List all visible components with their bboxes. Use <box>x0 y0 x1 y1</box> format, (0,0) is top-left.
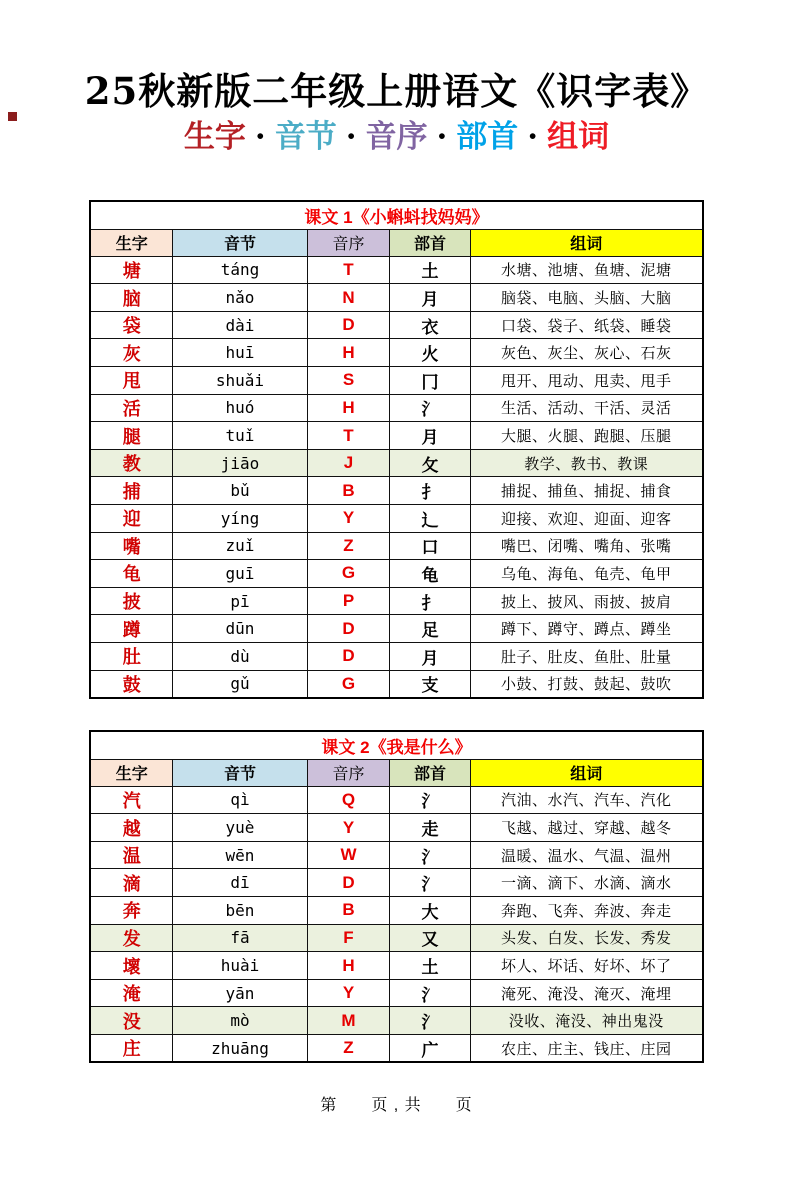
subtitle-part: 部首 <box>456 118 519 155</box>
initial-cell: P <box>307 587 389 615</box>
column-header: 生字 <box>90 229 172 256</box>
pinyin-cell: táng <box>172 256 307 284</box>
char-cell: 鼓 <box>90 670 172 698</box>
words-cell: 头发、白发、长发、秀发 <box>470 924 702 952</box>
table-row <box>90 422 702 450</box>
words-cell: 捕捉、捕鱼、捕捉、捕食 <box>470 477 702 505</box>
table-row <box>90 504 702 532</box>
initial-cell: F <box>307 924 389 952</box>
char-cell: 没 <box>90 1007 172 1035</box>
table-row <box>90 869 702 897</box>
initial-cell: J <box>307 449 389 477</box>
subtitle-part: 生字 <box>183 118 246 155</box>
initial-cell: N <box>307 284 389 312</box>
initial-cell: D <box>307 615 389 643</box>
pinyin-cell: zhuāng <box>172 1034 307 1062</box>
page-subtitle <box>0 120 793 154</box>
words-cell: 脑袋、电脑、头脑、大脑 <box>470 284 702 312</box>
table-row <box>90 924 702 952</box>
pinyin-cell: bǔ <box>172 477 307 505</box>
table-row <box>90 841 702 869</box>
radical-cell: 冂 <box>389 367 470 395</box>
table-row <box>90 587 702 615</box>
words-cell: 嘴巴、闭嘴、嘴角、张嘴 <box>470 532 702 560</box>
words-cell: 水塘、池塘、鱼塘、泥塘 <box>470 256 702 284</box>
table-row <box>90 1034 702 1062</box>
radical-cell: 辶 <box>389 504 470 532</box>
table-row <box>90 532 702 560</box>
initial-cell: Z <box>307 1034 389 1062</box>
char-cell: 袋 <box>90 311 172 339</box>
pinyin-cell: huài <box>172 952 307 980</box>
initial-cell: D <box>307 642 389 670</box>
table-row <box>90 670 702 698</box>
table-row <box>90 814 702 842</box>
column-header: 音节 <box>172 229 307 256</box>
initial-cell: B <box>307 477 389 505</box>
char-cell: 活 <box>90 394 172 422</box>
words-cell: 温暖、温水、气温、温州 <box>470 841 702 869</box>
table-row <box>90 786 702 814</box>
words-cell: 乌龟、海龟、龟壳、龟甲 <box>470 560 702 588</box>
initial-cell: W <box>307 841 389 869</box>
pinyin-cell: pī <box>172 587 307 615</box>
column-header: 音序 <box>307 229 389 256</box>
page-footer: 第 页 , 共 页 <box>320 1097 473 1115</box>
table-row <box>90 311 702 339</box>
radical-cell: 攵 <box>389 449 470 477</box>
words-cell: 口袋、袋子、纸袋、睡袋 <box>470 311 702 339</box>
table-row <box>90 979 702 1007</box>
initial-cell: H <box>307 952 389 980</box>
subtitle-separator-dot: · <box>345 118 357 155</box>
pinyin-cell: fā <box>172 924 307 952</box>
radical-cell: 土 <box>389 952 470 980</box>
pinyin-cell: yān <box>172 979 307 1007</box>
char-cell: 塘 <box>90 256 172 284</box>
subtitle-separator-dot: · <box>527 118 539 155</box>
subtitle-separator-dot: · <box>254 118 266 155</box>
words-cell: 大腿、火腿、跑腿、压腿 <box>470 422 702 450</box>
initial-cell: Q <box>307 786 389 814</box>
course-title: 课文 1《小蝌蚪找妈妈》 <box>90 201 702 230</box>
words-cell: 小鼓、打鼓、鼓起、鼓吹 <box>470 670 702 698</box>
initial-cell: G <box>307 670 389 698</box>
initial-cell: M <box>307 1007 389 1035</box>
radical-cell: 氵 <box>389 979 470 1007</box>
initial-cell: B <box>307 897 389 925</box>
radical-cell: 月 <box>389 284 470 312</box>
char-cell: 庄 <box>90 1034 172 1062</box>
column-header: 音节 <box>172 759 307 786</box>
words-cell: 蹲下、蹲守、蹲点、蹲坐 <box>470 615 702 643</box>
char-cell: 肚 <box>90 642 172 670</box>
table-row <box>90 952 702 980</box>
initial-cell: H <box>307 339 389 367</box>
course-title: 课文 2《我是什么》 <box>90 731 702 760</box>
initial-cell: S <box>307 367 389 395</box>
words-cell: 灰色、灰尘、灰心、石灰 <box>470 339 702 367</box>
char-cell: 汽 <box>90 786 172 814</box>
pinyin-cell: bēn <box>172 897 307 925</box>
table-row <box>90 477 702 505</box>
vocab-tables-container <box>0 200 793 1063</box>
radical-cell: 龟 <box>389 560 470 588</box>
words-cell: 汽油、水汽、汽车、汽化 <box>470 786 702 814</box>
char-cell: 越 <box>90 814 172 842</box>
char-cell: 淹 <box>90 979 172 1007</box>
radical-cell: 氵 <box>389 869 470 897</box>
radical-cell: 土 <box>389 256 470 284</box>
radical-cell: 氵 <box>389 786 470 814</box>
table-row <box>90 284 702 312</box>
words-cell: 肚子、肚皮、鱼肚、肚量 <box>470 642 702 670</box>
initial-cell: Y <box>307 814 389 842</box>
char-cell: 灰 <box>90 339 172 367</box>
char-cell: 壞 <box>90 952 172 980</box>
radical-cell: 口 <box>389 532 470 560</box>
pinyin-cell: tuǐ <box>172 422 307 450</box>
table-row <box>90 367 702 395</box>
table-row <box>90 339 702 367</box>
pinyin-cell: dài <box>172 311 307 339</box>
radical-cell: 氵 <box>389 394 470 422</box>
radical-cell: 走 <box>389 814 470 842</box>
pinyin-cell: zuǐ <box>172 532 307 560</box>
pinyin-cell: guī <box>172 560 307 588</box>
char-cell: 教 <box>90 449 172 477</box>
table-row <box>90 897 702 925</box>
initial-cell: D <box>307 869 389 897</box>
vocab-table-2 <box>89 730 703 1063</box>
column-header: 部首 <box>389 759 470 786</box>
char-cell: 滴 <box>90 869 172 897</box>
words-cell: 奔跑、飞奔、奔波、奔走 <box>470 897 702 925</box>
words-cell: 甩开、甩动、甩卖、甩手 <box>470 367 702 395</box>
pinyin-cell: dūn <box>172 615 307 643</box>
page-corner-mark <box>8 112 17 121</box>
words-cell: 农庄、庄主、钱庄、庄园 <box>470 1034 702 1062</box>
pinyin-cell: yíng <box>172 504 307 532</box>
initial-cell: D <box>307 311 389 339</box>
pinyin-cell: huī <box>172 339 307 367</box>
column-header: 组词 <box>470 759 702 786</box>
initial-cell: Y <box>307 504 389 532</box>
radical-cell: 又 <box>389 924 470 952</box>
pinyin-cell: qì <box>172 786 307 814</box>
pinyin-cell: jiāo <box>172 449 307 477</box>
subtitle-part: 音序 <box>365 118 428 155</box>
words-cell: 披上、披风、雨披、披肩 <box>470 587 702 615</box>
char-cell: 腿 <box>90 422 172 450</box>
radical-cell: 氵 <box>389 1007 470 1035</box>
words-cell: 没收、淹没、神出鬼没 <box>470 1007 702 1035</box>
table-row <box>90 256 702 284</box>
pinyin-cell: wēn <box>172 841 307 869</box>
words-cell: 迎接、欢迎、迎面、迎客 <box>470 504 702 532</box>
pinyin-cell: huó <box>172 394 307 422</box>
table-row <box>90 1007 702 1035</box>
table-row <box>90 560 702 588</box>
radical-cell: 月 <box>389 642 470 670</box>
pinyin-cell: gǔ <box>172 670 307 698</box>
radical-cell: 氵 <box>389 841 470 869</box>
radical-cell: 大 <box>389 897 470 925</box>
radical-cell: 火 <box>389 339 470 367</box>
page-title: 25秋新版二年级上册语文《识字表》 <box>84 69 709 113</box>
initial-cell: Z <box>307 532 389 560</box>
pinyin-cell: yuè <box>172 814 307 842</box>
words-cell: 一滴、滴下、水滴、滴水 <box>470 869 702 897</box>
table-row <box>90 394 702 422</box>
vocab-table-1 <box>89 200 703 699</box>
radical-cell: 扌 <box>389 477 470 505</box>
char-cell: 蹲 <box>90 615 172 643</box>
char-cell: 龟 <box>90 560 172 588</box>
radical-cell: 月 <box>389 422 470 450</box>
words-cell: 坏人、坏话、好坏、坏了 <box>470 952 702 980</box>
initial-cell: G <box>307 560 389 588</box>
table-row <box>90 642 702 670</box>
char-cell: 脑 <box>90 284 172 312</box>
initial-cell: T <box>307 256 389 284</box>
column-header: 生字 <box>90 759 172 786</box>
char-cell: 温 <box>90 841 172 869</box>
radical-cell: 扌 <box>389 587 470 615</box>
char-cell: 甩 <box>90 367 172 395</box>
subtitle-part: 组词 <box>547 118 610 155</box>
words-cell: 淹死、淹没、淹灭、淹埋 <box>470 979 702 1007</box>
initial-cell: H <box>307 394 389 422</box>
radical-cell: 广 <box>389 1034 470 1062</box>
table-row <box>90 615 702 643</box>
radical-cell: 衣 <box>389 311 470 339</box>
subtitle-separator-dot: · <box>436 118 448 155</box>
radical-cell: 足 <box>389 615 470 643</box>
pinyin-cell: dī <box>172 869 307 897</box>
column-header: 组词 <box>470 229 702 256</box>
char-cell: 披 <box>90 587 172 615</box>
initial-cell: T <box>307 422 389 450</box>
char-cell: 嘴 <box>90 532 172 560</box>
column-header: 部首 <box>389 229 470 256</box>
char-cell: 奔 <box>90 897 172 925</box>
char-cell: 捕 <box>90 477 172 505</box>
initial-cell: Y <box>307 979 389 1007</box>
pinyin-cell: mò <box>172 1007 307 1035</box>
subtitle-part: 音节 <box>274 118 337 155</box>
table-row <box>90 449 702 477</box>
pinyin-cell: dù <box>172 642 307 670</box>
words-cell: 教学、教书、教课 <box>470 449 702 477</box>
char-cell: 迎 <box>90 504 172 532</box>
column-header: 音序 <box>307 759 389 786</box>
char-cell: 发 <box>90 924 172 952</box>
pinyin-cell: nǎo <box>172 284 307 312</box>
words-cell: 生活、活动、干活、灵活 <box>470 394 702 422</box>
words-cell: 飞越、越过、穿越、越冬 <box>470 814 702 842</box>
pinyin-cell: shuǎi <box>172 367 307 395</box>
radical-cell: 支 <box>389 670 470 698</box>
